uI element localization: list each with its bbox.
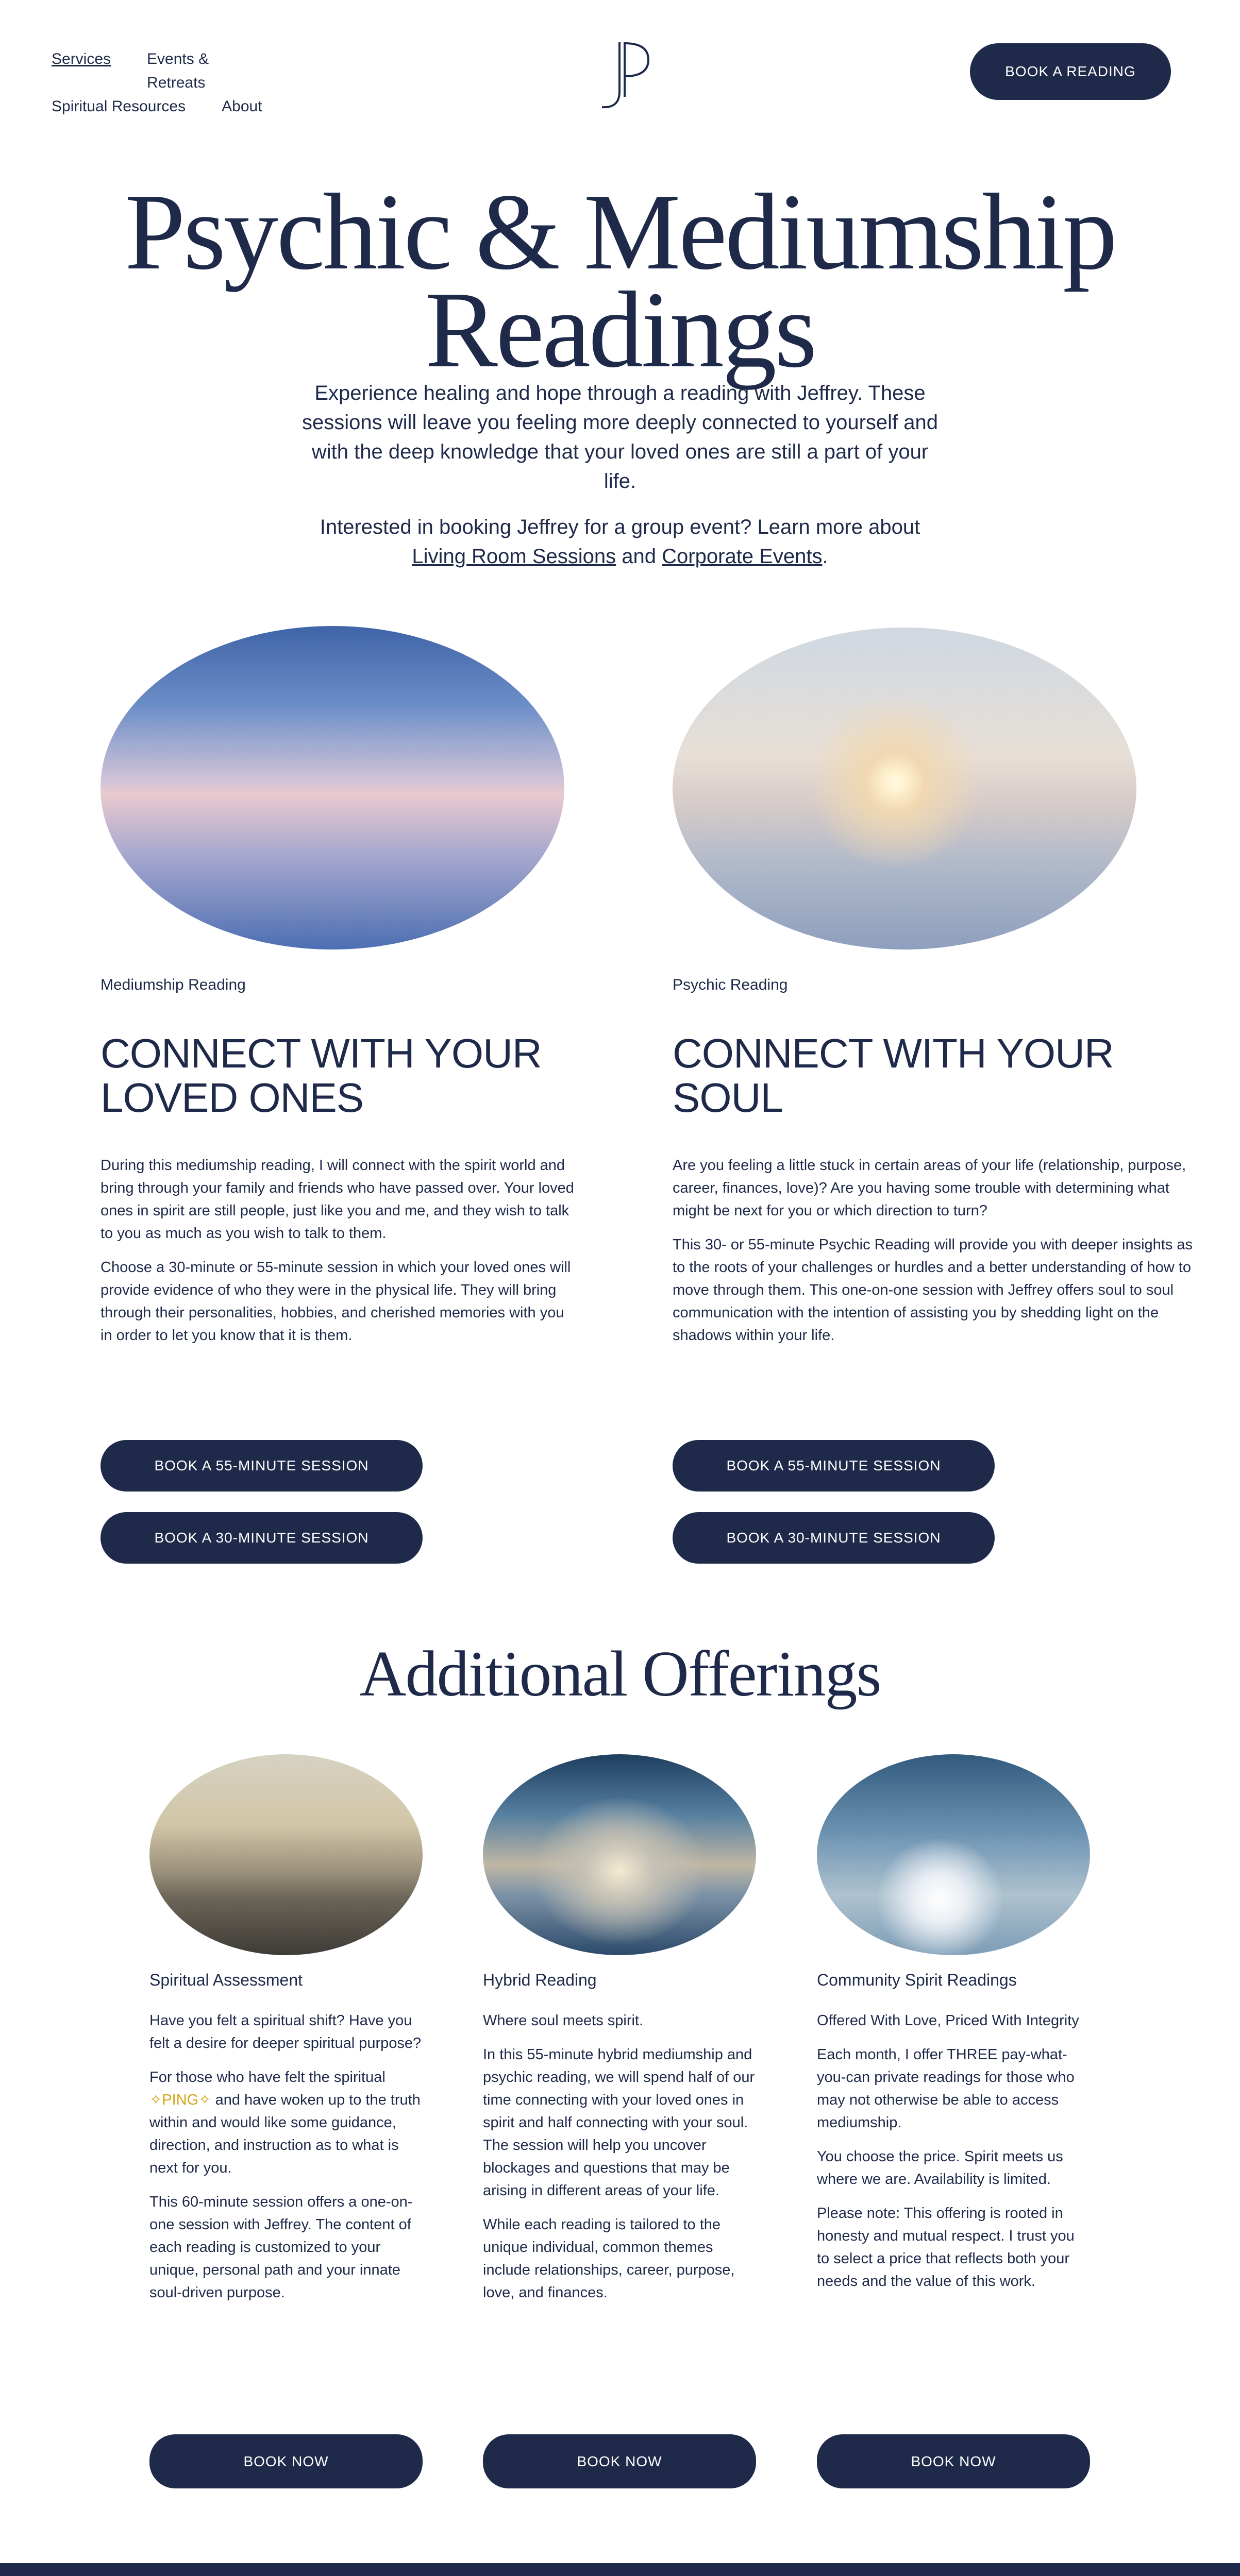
- cr-p3: You choose the price. Spirit meets us where we are. Availability is limited.: [817, 2148, 1063, 2188]
- nav-services[interactable]: Services: [52, 50, 111, 67]
- spiritual-assessment-title: Spiritual Assessment: [149, 1971, 303, 1989]
- ping-text: ✧PING✧: [149, 2092, 211, 2108]
- corporate-events-link[interactable]: Corporate Events: [662, 545, 823, 568]
- logo-monogram-icon: [588, 36, 655, 113]
- mediumship-label: Mediumship Reading: [100, 976, 246, 993]
- hybrid-reading-book-button[interactable]: BOOK NOW: [483, 2434, 756, 2488]
- hybrid-reading-image: [483, 1754, 756, 1955]
- sa-p2-end: and have woken up to the truth within and would like some guidance, direction, and instruction as to what is next for you.: [149, 2092, 421, 2176]
- top-nav: [52, 47, 268, 118]
- psychic-p2: This 30- or 55-minute Psychic Reading will provide you with deeper insights as to the roots of your challenges or hurdles and a better understanding of how to move through them. This one-on-one session with Jeffrey offers soul to soul communication with the intention of assisting you by shedding light on the shadows within your life.: [673, 1236, 1193, 1344]
- cr-p4: Please note: This offering is rooted in honesty and mutual respect. I trust you to select a price that reflects both your needs and the value of this work.: [817, 2205, 1075, 2290]
- psychic-label: Psychic Reading: [673, 976, 788, 993]
- spiritual-assessment-text: [149, 2009, 423, 2315]
- mediumship-30-button[interactable]: BOOK A 30-MINUTE SESSION: [100, 1512, 423, 1564]
- psychic-heading: CONNECT WITH YOUR SOUL: [673, 1030, 1114, 1121]
- mediumship-55-button[interactable]: BOOK A 55-MINUTE SESSION: [100, 1440, 423, 1492]
- living-room-sessions-link[interactable]: Living Room Sessions: [412, 545, 616, 568]
- psychic-p1: Are you feeling a little stuck in certain areas of your life (relationship, purpose, career, finances, love)? Are you having some trouble with determining what might be next for you or which direction to turn?: [673, 1157, 1186, 1219]
- nav-events-retreats[interactable]: Events & Retreats: [147, 50, 209, 91]
- psychic-description: [673, 1154, 1193, 1358]
- hr-p3: While each reading is tailored to the unique individual, common themes include relationships, career, purpose, love, and finances.: [483, 2216, 735, 2301]
- page-title: [0, 171, 1240, 390]
- group-and: and: [622, 545, 657, 568]
- community-readings-text: [817, 2009, 1090, 2304]
- sa-p2-start: For those who have felt the spiritual: [149, 2069, 386, 2086]
- hr-p2: In this 55-minute hybrid mediumship and psychic reading, we will spend half of our time connecting with your loved ones in spirit and half connecting with your soul. The session will help you uncover blockages and questions that may be arising in different areas of your life.: [483, 2046, 755, 2199]
- community-readings-title: Community Spirit Readings: [817, 1971, 1017, 1989]
- mediumship-p1: During this mediumship reading, I will connect with the spirit world and bring through your family and friends who have passed over. Your loved ones in spirit are still people, just like you and me, and they wish to talk to you as much as you wish to talk to them.: [100, 1157, 574, 1242]
- title-line-1: Psychic & Mediumship: [124, 171, 1116, 292]
- additional-offerings-title: Additional Offerings: [359, 1638, 881, 1710]
- hybrid-reading-text: [483, 2009, 756, 2315]
- spiritual-assessment-image: [149, 1754, 423, 1955]
- site-logo[interactable]: [588, 36, 655, 113]
- mediumship-heading: CONNECT WITH YOUR LOVED ONES: [100, 1030, 542, 1121]
- group-end: .: [822, 545, 828, 568]
- mediumship-p2: Choose a 30-minute or 55-minute session in which your loved ones will provide evidence of who they were in the physical life. They will bring through their personalities, hobbies, and cherished memories with you in order to let you know that it is them.: [100, 1259, 571, 1344]
- community-readings-book-button[interactable]: BOOK NOW: [817, 2434, 1090, 2488]
- mediumship-description: [100, 1154, 575, 1358]
- sa-p3: This 60-minute session offers a one-on-one session with Jeffrey. The content of each reading is customized to your unique, personal path and your innate soul-driven purpose.: [149, 2194, 413, 2301]
- hero-intro: Experience healing and hope through a reading with Jeffrey. These sessions will leave you feeling more deeply connected to yourself and with the deep knowledge that your loved ones are still a part of your life.: [301, 382, 939, 493]
- group-event-text: [285, 513, 955, 571]
- book-reading-button[interactable]: BOOK A READING: [970, 43, 1171, 100]
- mediumship-image: [100, 626, 564, 950]
- cr-p1: Offered With Love, Priced With Integrity: [817, 2012, 1079, 2029]
- psychic-30-button[interactable]: BOOK A 30-MINUTE SESSION: [673, 1512, 995, 1564]
- title-line-2: Readings: [425, 269, 815, 390]
- community-readings-image: [817, 1754, 1090, 1955]
- hybrid-reading-title: Hybrid Reading: [483, 1971, 597, 1989]
- psychic-image: [673, 628, 1136, 950]
- nav-about[interactable]: About: [222, 98, 262, 115]
- group-prefix: Interested in booking Jeffrey for a group event? Learn more about: [320, 516, 920, 538]
- psychic-55-button[interactable]: BOOK A 55-MINUTE SESSION: [673, 1440, 995, 1492]
- cr-p2: Each month, I offer THREE pay-what-you-can private readings for those who may not otherwise be able to access mediumship.: [817, 2046, 1075, 2131]
- sa-p2: [149, 2066, 423, 2179]
- spiritual-assessment-book-button[interactable]: BOOK NOW: [149, 2434, 423, 2488]
- testimonial-carousel: [0, 2563, 1240, 2576]
- nav-spiritual-resources[interactable]: Spiritual Resources: [52, 98, 186, 115]
- sa-p1: Have you felt a spiritual shift? Have you felt a desire for deeper spiritual purpose?: [149, 2012, 422, 2052]
- hr-p1: Where soul meets spirit.: [483, 2012, 644, 2029]
